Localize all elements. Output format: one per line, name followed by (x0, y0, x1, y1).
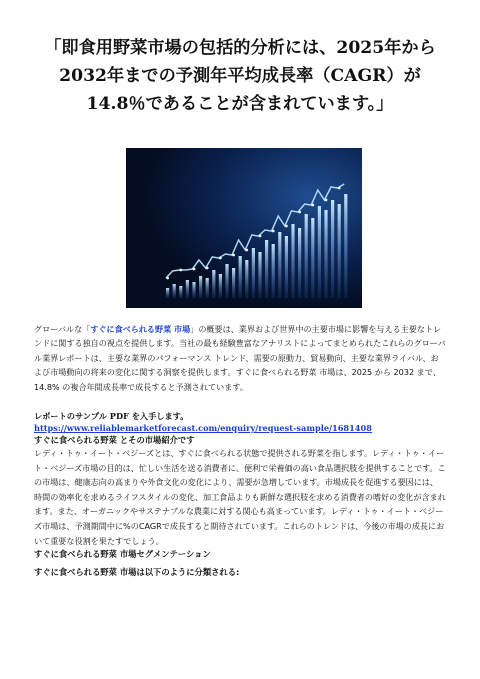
hero-bar (173, 284, 176, 298)
hero-bar (166, 288, 169, 298)
section-heading-segmentation: すぐに食べられる野菜 市場セグメンテーション (34, 549, 211, 560)
hero-dot (193, 268, 196, 271)
market-link[interactable]: すぐに食べられる野菜 市場 (90, 324, 191, 334)
hero-bar (206, 278, 209, 298)
growth-chart-illustration (126, 148, 362, 308)
section-heading-classification: すぐに食べられる野菜 市場は以下のように分類される: (34, 567, 240, 578)
sample-url-link[interactable]: https://www.reliablemarketforecast.com/enquiry/request-sample/1681408 (34, 423, 372, 433)
hero-bar (265, 240, 268, 298)
hero-bar (192, 282, 195, 298)
hero-dot (232, 254, 235, 257)
hero-bar (179, 286, 182, 298)
hero-dot (311, 204, 314, 207)
hero-bar (232, 268, 235, 298)
hero-bar (219, 274, 222, 298)
hero-bar (258, 252, 261, 298)
hero-bar (344, 194, 347, 298)
section-paragraph-intro: レディ・トゥ・イート・ベジーズとは、すぐに食べられる状態で提供される野菜を指します。レディ・トゥ・イート・ベジーズ市場の目的は、忙しい生活を送る消費者に、便利で栄養価の高い食品選択肢を提供することです。この市場は、健康志向の高まりや外食文化の変化により、需要が急増しています。市場成長を促進する要因には、時間の効率化を求めるライフスタイルの変化、加工食品よりも新鮮な選択肢を求める消費者の嗜好の変化が含まれます。また、オーガニックやサステナブルな農業に対する関心も高まっています。レディ・トゥ・イート・ベジーズ市場は、予測期間中に%のCAGRで成長すると期待されています。これらのトレンドは、今後の市場の成長において重要な役割を果たすでしょう。 (34, 448, 446, 546)
hero-bar (318, 206, 321, 298)
hero-dot (272, 230, 275, 233)
intro-prefix: グローバルな「 (34, 324, 91, 334)
hero-bar (311, 218, 314, 298)
hero-bar (331, 200, 334, 298)
hero-bar (252, 248, 255, 298)
hero-bar (272, 244, 275, 298)
hero-dot (206, 267, 209, 270)
hero-bar (338, 204, 341, 298)
section-heading-intro: すぐに食べられる野菜 とその市場紹介です (34, 435, 195, 445)
hero-dot (285, 225, 288, 228)
hero-bar (324, 210, 327, 298)
hero-bar (225, 264, 228, 298)
hero-bar (245, 260, 248, 298)
hero-bar (298, 228, 301, 298)
article-body (34, 322, 446, 578)
hero-dot (166, 277, 169, 280)
hero-dot (325, 199, 328, 202)
hero-bar (305, 214, 308, 298)
hero-bar (291, 224, 294, 298)
hero-bar (278, 232, 281, 298)
hero-bar (285, 236, 288, 298)
intro-paragraph (34, 322, 446, 410)
hero-dot (338, 187, 341, 190)
hero-dot (298, 211, 301, 214)
hero-dot (219, 257, 222, 260)
hero-bar (239, 256, 242, 298)
sample-label: レポートのサンプル PDF を入手します。 (34, 411, 189, 421)
hero-bar (212, 270, 215, 298)
hero-dot (259, 235, 262, 238)
hero-image (126, 148, 362, 308)
intro-suffix: 」の概要は、業界および世界中の主要市場に影響を与える主要なトレンドに関する独自の視点を提供します。当社の最も経験豊富なアナリストによってまとめられたこれらのグローバル業界レポートは、主要な業界のパフォーマンス トレンド、需要の原動力、貿易動向、主要な業界ライバル、および市場動向の将来の変化に関する洞察を提供します。すぐに食べられる野菜 市場は、2025 から 2032 まで、14.8% の複合年間成長率で成長すると予測されています。 (34, 324, 446, 392)
hero-bar (186, 280, 189, 298)
hero-bar (199, 276, 202, 298)
hero-dot (179, 269, 182, 272)
page-title: 「即食用野菜市場の包括的分析には、2025年から2032年までの予測年平均成長率（CAGR）が14.8％であることが含まれています。」 (44, 38, 436, 114)
hero-dot (245, 249, 248, 252)
